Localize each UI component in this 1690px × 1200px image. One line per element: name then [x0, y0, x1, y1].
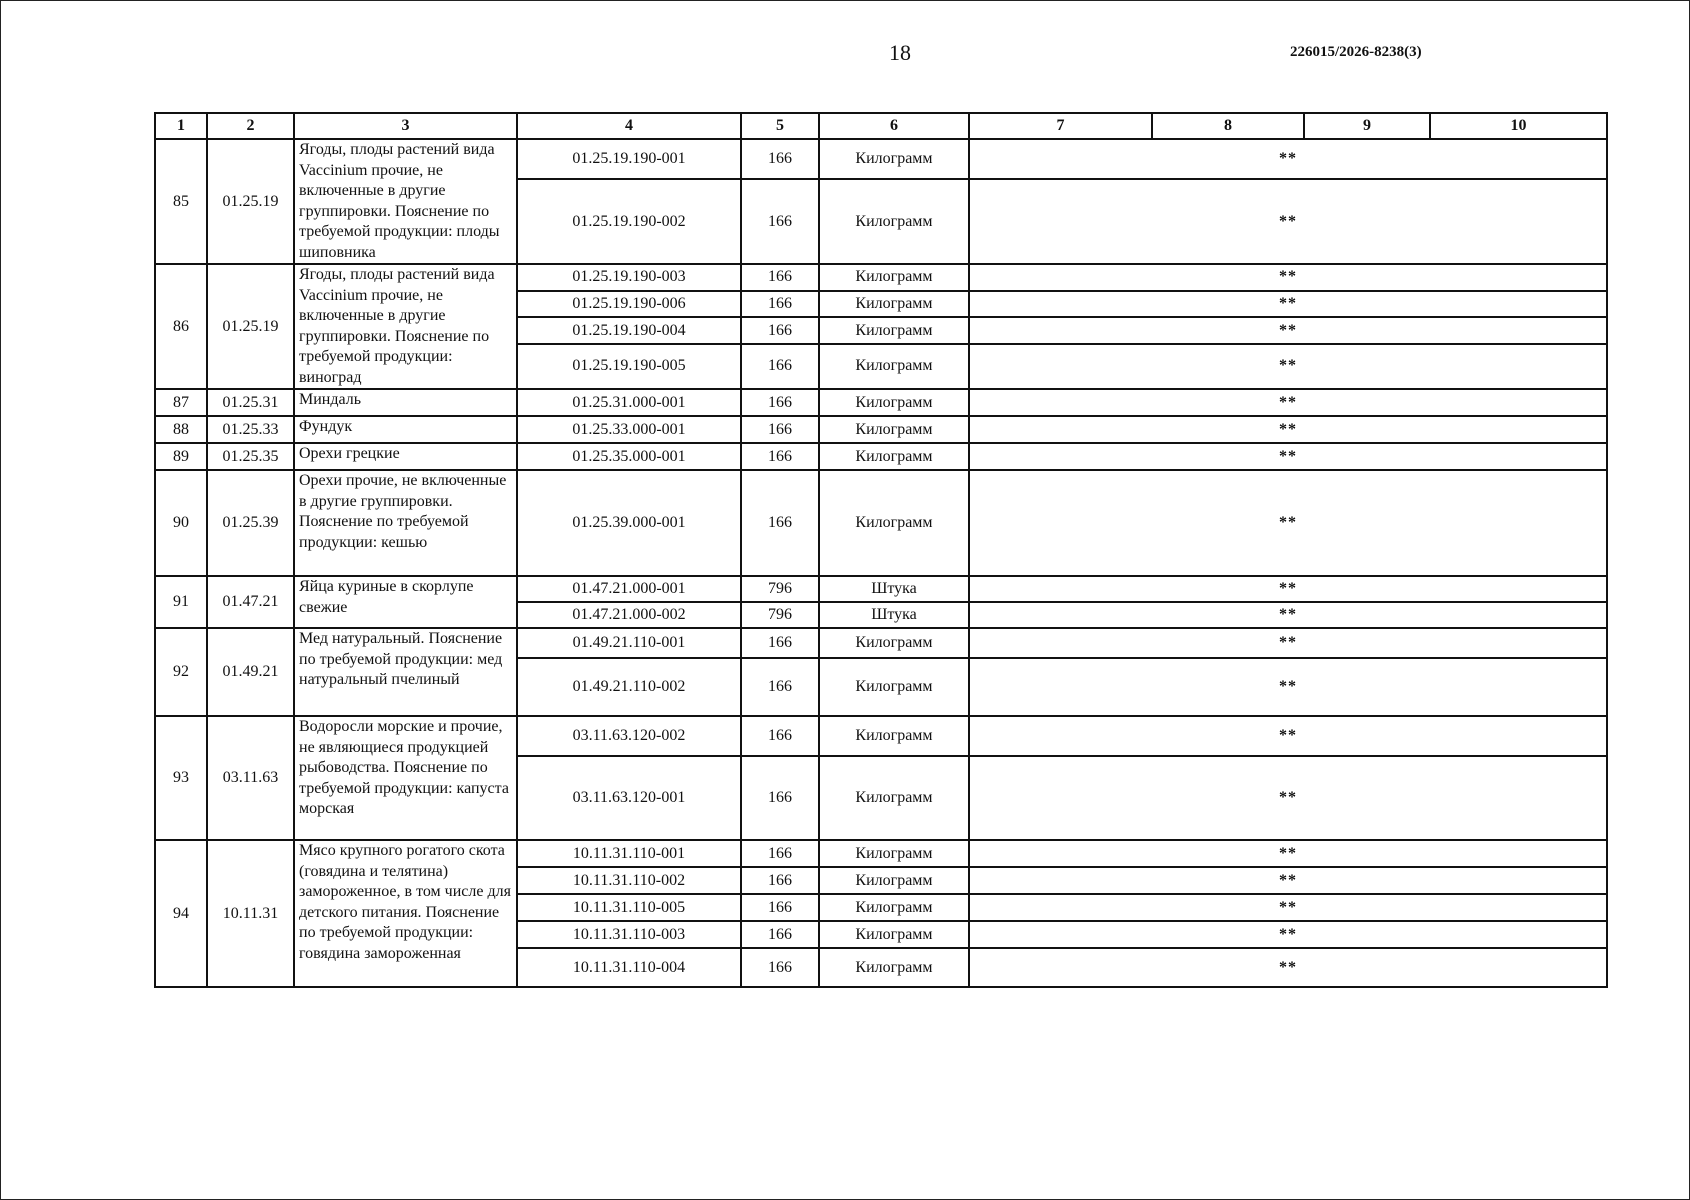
merged-mark-cell: ** — [969, 921, 1607, 948]
merged-mark-cell: ** — [969, 179, 1607, 264]
okei-code-cell: 166 — [741, 179, 819, 264]
product-description-cell: Мед натуральный. Пояснение по требуемой продукции: мед натуральный пчелиный — [294, 628, 517, 716]
okei-code-cell: 166 — [741, 867, 819, 894]
ktru-code-cell: 01.25.31.000-001 — [517, 389, 741, 416]
unit-cell: Килограмм — [819, 894, 969, 921]
ktru-code-cell: 01.25.39.000-001 — [517, 470, 741, 576]
unit-cell: Килограмм — [819, 756, 969, 840]
ktru-code-cell: 01.47.21.000-002 — [517, 602, 741, 628]
okei-code-cell: 166 — [741, 658, 819, 716]
column-header: 5 — [741, 113, 819, 139]
okpd-code-cell: 01.25.33 — [207, 416, 294, 443]
row-number-cell: 89 — [155, 443, 207, 470]
ktru-code-cell: 01.25.19.190-006 — [517, 291, 741, 318]
okei-code-cell: 166 — [741, 344, 819, 389]
merged-mark-cell: ** — [969, 867, 1607, 894]
unit-cell: Килограмм — [819, 264, 969, 291]
merged-mark-cell: ** — [969, 948, 1607, 987]
column-header: 3 — [294, 113, 517, 139]
product-description-cell: Миндаль — [294, 389, 517, 416]
okei-code-cell: 166 — [741, 756, 819, 840]
merged-mark-cell: ** — [969, 658, 1607, 716]
ktru-code-cell: 10.11.31.110-005 — [517, 894, 741, 921]
products-table — [154, 112, 1608, 988]
okpd-code-cell: 01.25.19 — [207, 264, 294, 389]
row-number-cell: 92 — [155, 628, 207, 716]
merged-mark-cell: ** — [969, 389, 1607, 416]
ktru-code-cell: 01.25.19.190-002 — [517, 179, 741, 264]
merged-mark-cell: ** — [969, 602, 1607, 628]
column-header: 6 — [819, 113, 969, 139]
row-number-cell: 90 — [155, 470, 207, 576]
merged-mark-cell: ** — [969, 264, 1607, 291]
row-number-cell: 93 — [155, 716, 207, 840]
document-id: 226015/2026-8238(3) — [1290, 44, 1422, 60]
unit-cell: Килограмм — [819, 317, 969, 344]
unit-cell: Килограмм — [819, 716, 969, 756]
ktru-code-cell: 03.11.63.120-002 — [517, 716, 741, 756]
row-number-cell: 86 — [155, 264, 207, 389]
table-row — [155, 470, 1607, 576]
okpd-code-cell: 01.25.19 — [207, 139, 294, 264]
table-row — [155, 840, 1607, 867]
row-number-cell: 94 — [155, 840, 207, 987]
unit-cell: Килограмм — [819, 840, 969, 867]
okpd-code-cell: 01.25.35 — [207, 443, 294, 470]
okpd-code-cell: 01.25.31 — [207, 389, 294, 416]
column-header: 7 — [969, 113, 1152, 139]
row-number-cell: 85 — [155, 139, 207, 264]
merged-mark-cell: ** — [969, 840, 1607, 867]
okei-code-cell: 166 — [741, 921, 819, 948]
product-description-cell: Ягоды, плоды растений вида Vaccinium прочие, не включенные в другие группировки. Пояснение по требуемой продукции: виноград — [294, 264, 517, 389]
merged-mark-cell: ** — [969, 628, 1607, 658]
okei-code-cell: 166 — [741, 291, 819, 318]
table-row — [155, 264, 1607, 291]
okei-code-cell: 166 — [741, 317, 819, 344]
ktru-code-cell: 10.11.31.110-004 — [517, 948, 741, 987]
row-number-cell: 88 — [155, 416, 207, 443]
row-number-cell: 91 — [155, 576, 207, 628]
ktru-code-cell: 01.25.35.000-001 — [517, 443, 741, 470]
table-header-row — [155, 113, 1607, 139]
okei-code-cell: 166 — [741, 443, 819, 470]
merged-mark-cell: ** — [969, 443, 1607, 470]
okpd-code-cell: 01.49.21 — [207, 628, 294, 716]
unit-cell: Килограмм — [819, 470, 969, 576]
ktru-code-cell: 01.49.21.110-002 — [517, 658, 741, 716]
table-row — [155, 716, 1607, 756]
ktru-code-cell: 10.11.31.110-001 — [517, 840, 741, 867]
okpd-code-cell: 01.25.39 — [207, 470, 294, 576]
unit-cell: Килограмм — [819, 416, 969, 443]
product-description-cell: Фундук — [294, 416, 517, 443]
row-number-cell: 87 — [155, 389, 207, 416]
ktru-code-cell: 10.11.31.110-002 — [517, 867, 741, 894]
unit-cell: Килограмм — [819, 389, 969, 416]
okei-code-cell: 796 — [741, 576, 819, 602]
product-description-cell: Водоросли морские и прочие, не являющиеся продукцией рыбоводства. Пояснение по требуемой продукции: капуста морская — [294, 716, 517, 840]
okpd-code-cell: 01.47.21 — [207, 576, 294, 628]
merged-mark-cell: ** — [969, 317, 1607, 344]
unit-cell: Килограмм — [819, 344, 969, 389]
merged-mark-cell: ** — [969, 470, 1607, 576]
table-row — [155, 139, 1607, 179]
unit-cell: Килограмм — [819, 867, 969, 894]
unit-cell: Килограмм — [819, 658, 969, 716]
column-header: 2 — [207, 113, 294, 139]
merged-mark-cell: ** — [969, 344, 1607, 389]
table-row — [155, 416, 1607, 443]
product-description-cell: Ягоды, плоды растений вида Vaccinium прочие, не включенные в другие группировки. Пояснение по требуемой продукции: плоды шиповника — [294, 139, 517, 264]
unit-cell: Штука — [819, 602, 969, 628]
ktru-code-cell: 01.25.33.000-001 — [517, 416, 741, 443]
okei-code-cell: 166 — [741, 628, 819, 658]
page-number: 18 — [889, 40, 911, 65]
column-header: 1 — [155, 113, 207, 139]
product-description-cell: Орехи грецкие — [294, 443, 517, 470]
ktru-code-cell: 01.49.21.110-001 — [517, 628, 741, 658]
ktru-code-cell: 10.11.31.110-003 — [517, 921, 741, 948]
okei-code-cell: 166 — [741, 470, 819, 576]
okei-code-cell: 166 — [741, 894, 819, 921]
unit-cell: Килограмм — [819, 443, 969, 470]
unit-cell: Килограмм — [819, 921, 969, 948]
unit-cell: Килограмм — [819, 291, 969, 318]
okei-code-cell: 796 — [741, 602, 819, 628]
okei-code-cell: 166 — [741, 139, 819, 179]
okpd-code-cell: 03.11.63 — [207, 716, 294, 840]
merged-mark-cell: ** — [969, 291, 1607, 318]
unit-cell: Килограмм — [819, 628, 969, 658]
merged-mark-cell: ** — [969, 894, 1607, 921]
product-description-cell: Яйца куриные в скорлупе свежие — [294, 576, 517, 628]
unit-cell: Штука — [819, 576, 969, 602]
table-row — [155, 443, 1607, 470]
table-row — [155, 628, 1607, 658]
column-header: 9 — [1304, 113, 1430, 139]
table-row — [155, 389, 1607, 416]
table-row — [155, 576, 1607, 602]
okei-code-cell: 166 — [741, 840, 819, 867]
product-description-cell: Мясо крупного рогатого скота (говядина и телятина) замороженное, в том числе для детского питания. Пояснение по требуемой продукции: говядина замороженная — [294, 840, 517, 987]
ktru-code-cell: 01.47.21.000-001 — [517, 576, 741, 602]
okpd-code-cell: 10.11.31 — [207, 840, 294, 987]
okei-code-cell: 166 — [741, 716, 819, 756]
ktru-code-cell: 01.25.19.190-004 — [517, 317, 741, 344]
column-header: 8 — [1152, 113, 1304, 139]
okei-code-cell: 166 — [741, 389, 819, 416]
column-header: 4 — [517, 113, 741, 139]
ktru-code-cell: 03.11.63.120-001 — [517, 756, 741, 840]
unit-cell: Килограмм — [819, 948, 969, 987]
merged-mark-cell: ** — [969, 576, 1607, 602]
merged-mark-cell: ** — [969, 716, 1607, 756]
column-header: 10 — [1430, 113, 1607, 139]
unit-cell: Килограмм — [819, 139, 969, 179]
okei-code-cell: 166 — [741, 416, 819, 443]
merged-mark-cell: ** — [969, 139, 1607, 179]
unit-cell: Килограмм — [819, 179, 969, 264]
okei-code-cell: 166 — [741, 264, 819, 291]
okei-code-cell: 166 — [741, 948, 819, 987]
merged-mark-cell: ** — [969, 756, 1607, 840]
ktru-code-cell: 01.25.19.190-003 — [517, 264, 741, 291]
product-description-cell: Орехи прочие, не включенные в другие группировки. Пояснение по требуемой продукции: кешью — [294, 470, 517, 576]
merged-mark-cell: ** — [969, 416, 1607, 443]
ktru-code-cell: 01.25.19.190-005 — [517, 344, 741, 389]
ktru-code-cell: 01.25.19.190-001 — [517, 139, 741, 179]
